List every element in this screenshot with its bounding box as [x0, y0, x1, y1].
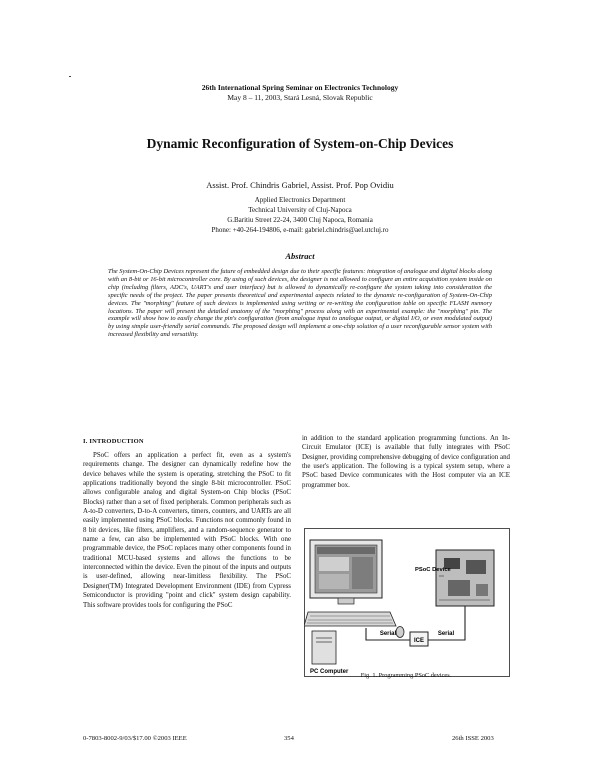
conference-name: 26th International Spring Seminar on Electronics Technology	[201, 83, 399, 92]
serial-label-right: Serial	[437, 631, 455, 637]
affiliation-address: G.Baritiu Street 22-24, 3400 Cluj Napoca, Romania	[227, 216, 373, 224]
keyboard-icon	[304, 612, 396, 626]
abstract-text: The System-On-Chip Devices represent the future of embedded design due to their specific features: integration of analogue and digital blocks along with an 8-bit or 16-bit microcontroller core. By using of such devices, the designer is not allowed to configure an entire acquisition system inside on chip (including filters, ADC's, UART's and user interface) but is allowed to dynamically re-configure the system taking into consideration the specific needs of the project. The paper presents theoretical and experimental aspects related to the dynamic re-configuration of System-On-Chip devices. The "morphing" feature of such devices is implemented using writing or re-writing the configuration table on specific FLASH memory locations. The paper will present the detailed anatomy of the "morphing" process along with an experimental example: the "morphing" pin. The example will show how to easily change the pin's configuration (from analogue input to analogue output, or digital I/O, or even modulated output) by using simple user-friendly serial commands. The proposed design will implement a one-chip solution of a user reconfigurable sensor system with increased flexibility and versatility.	[108, 268, 492, 339]
figure-caption: Fig. 1. Programming PSoC devices.	[360, 672, 452, 679]
figure-programming-setup	[304, 528, 510, 678]
serial-label-left: Serial	[379, 631, 397, 637]
mouse-icon	[396, 627, 404, 638]
chip-2	[466, 560, 486, 574]
paper-title: Dynamic Reconfiguration of System-on-Chip Devices	[146, 136, 454, 151]
conference-dates: May 8 – 11, 2003, Stará Lesná, Slovak Republic	[227, 93, 373, 102]
scan-speck	[69, 76, 71, 77]
screen-window	[319, 557, 349, 571]
right-column	[302, 434, 510, 490]
paper-authors: Assist. Prof. Chindris Gabriel, Assist. Prof. Pop Ovidiu	[206, 180, 394, 190]
affiliation-contact: Phone: +40-264-194806, e-mail: gabriel.chindris@ael.utcluj.ro	[211, 226, 389, 234]
affiliation-university: Technical University of Cluj-Napoca	[248, 206, 352, 214]
continuation-paragraph: in addition to the standard application programming functions. An In-Circuit Emulator (ICE) is available that fully integrates with PSoC Designer, providing comprehensive debugging of device configuration and the user's application. The following is a typical system setup, where a PSoC based Device communicates with the Host computer via an ICE programmer box.	[302, 435, 510, 489]
chip-3	[448, 580, 470, 596]
screen-window-2	[319, 574, 349, 589]
footer-page-number: 354	[284, 735, 294, 742]
section-heading: I. INTRODUCTION	[83, 438, 144, 445]
chip-4	[476, 584, 488, 596]
device-label: PSoC Device	[415, 567, 451, 573]
affiliation-department: Applied Electronics Department	[254, 196, 346, 204]
pc-label: PC Computer	[310, 669, 349, 675]
footer-copyright: 0-7803-8002-9/03/$17.00 ©2003 IEEE	[83, 735, 187, 742]
intro-paragraph: PSoC offers an application a perfect fit, even as a system's requirements change. The designer can dynamically redefine how the device behaves while the system is operating, stretching the PSoC to fit applications traditionally beyond the single 8-bit microcontroller. PSoC allows configurable analog and digital System-on Chip blocks (PSoC Blocks) rather than a set of fixed peripherals. Common peripherals such as A-to-D converters, D-to-A converters, timers, counters, and UARTs are all easily implemented using PSoC blocks. Functions not commonly found in 8 bit devices, like filters, amplifiers, and a random-sequence generator to name a few, can also be implemented with PSoC blocks. With one programmable device, the PSoC replaces many other components found in traditional MCU-based systems and allows the functions to be interconnected within the device. Even the pinout of the inputs and outputs is user-defined, allowing near-limitless flexibility. The PSoC Designer(TM) Integrated Development Environment (IDE) from Cypress Semiconductor is providing "point and click" system design capability. This software provides tools for configuring the PSoC	[83, 452, 291, 609]
left-column	[83, 451, 291, 610]
screen-titlebar	[317, 547, 375, 554]
ice-label: ICE	[413, 638, 425, 644]
monitor-stand	[338, 598, 354, 604]
pc-tower-icon	[312, 631, 336, 664]
abstract-heading: Abstract	[285, 251, 315, 261]
footer-conference: 26th ISSE 2003	[452, 735, 494, 742]
screen-panel	[352, 557, 373, 589]
